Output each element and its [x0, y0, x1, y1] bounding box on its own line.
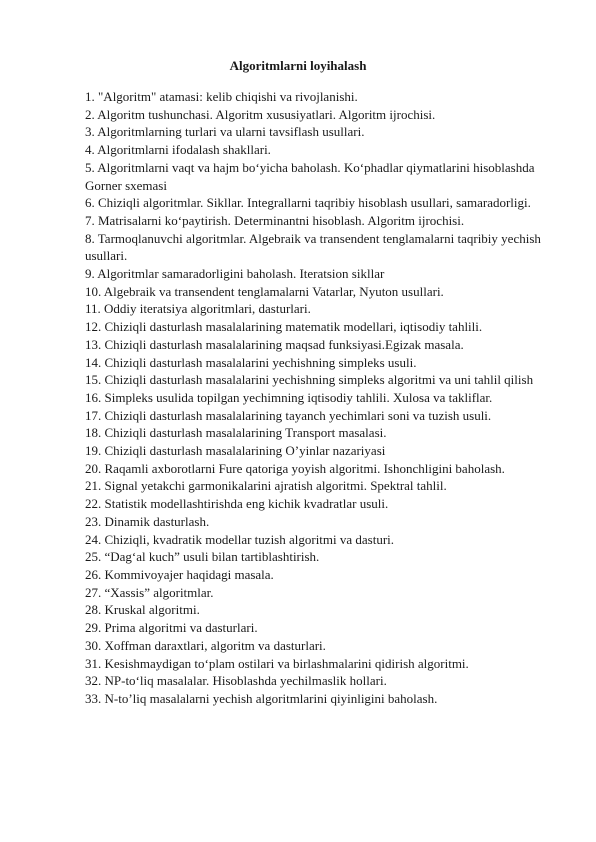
list-item: 8. Tarmoqlanuvchi algoritmlar. Algebraik va transendent tenglamalarni taqribiy yechish usullari.	[85, 230, 541, 264]
list-item: 28. Kruskal algoritmi.	[85, 602, 200, 618]
list-item: 15. Chiziqli dasturlash masalalarini yechishning simpleks algoritmi va uni tahlil qilish	[85, 372, 534, 388]
list-item: 13. Chiziqli dasturlash masalalarining maqsad funksiyasi.Egizak masala.	[85, 336, 464, 352]
list-item: 26. Kommivoyajer haqidagi masala.	[85, 566, 274, 582]
list-item: 21. Signal yetakchi garmonikalarini ajratish algoritmi. Spektral tahlil.	[85, 478, 447, 494]
document-title: Algoritmlarni loyihalash	[229, 58, 367, 73]
list-item: 6. Chiziqli algoritmlar. Sikllar. Integrallarni taqribiy hisoblash usullari, samaradorligi.	[85, 195, 531, 211]
topic-list	[85, 88, 547, 708]
list-item: 24. Chiziqli, kvadratik modellar tuzish algoritmi va dasturi.	[85, 531, 395, 547]
list-item: 33. N-to’liq masalalarni yechish algoritmlarini qiyinligini baholash.	[85, 690, 438, 706]
list-item: 19. Chiziqli dasturlash masalalarining O’yinlar nazariyasi	[85, 443, 386, 459]
list-item: 32. NP-to‘liq masalalar. Hisoblashda yechilmaslik hollari.	[85, 673, 387, 689]
list-item: 22. Statistik modellashtirishda eng kichik kvadratlar usuli.	[85, 496, 389, 512]
list-item: 9. Algoritmlar samaradorligini baholash. Iteratsion sikllar	[85, 266, 385, 282]
list-item: 4. Algoritmlarni ifodalash shakllari.	[85, 142, 271, 158]
list-item: 12. Chiziqli dasturlash masalalarining matematik modellari, iqtisodiy tahlili.	[85, 319, 483, 335]
list-item: 27. “Xassis” algoritmlar.	[85, 584, 214, 600]
list-item: 20. Raqamli axborotlarni Fure qatoriga yoyish algoritmi. Ishonchligini baholash.	[85, 460, 505, 476]
list-item: 29. Prima algoritmi va dasturlari.	[85, 620, 258, 636]
list-item: 18. Chiziqli dasturlash masalalarining Transport masalasi.	[85, 425, 387, 441]
list-item: 10. Algebraik va transendent tenglamalarni Vatarlar, Nyuton usullari.	[85, 283, 444, 299]
list-item: 1. "Algoritm" atamasi: kelib chiqishi va rivojlanishi.	[85, 89, 358, 104]
list-item: 11. Oddiy iteratsiya algoritmlari, dasturlari.	[85, 301, 311, 317]
list-item: 31. Kesishmaydigan to‘plam ostilari va birlashmalarini qidirish algoritmi.	[85, 655, 469, 671]
list-item: 16. Simpleks usulida topilgan yechimning iqtisodiy tahlili. Xulosa va takliflar.	[85, 389, 493, 405]
list-item: 14. Chiziqli dasturlash masalalarini yechishning simpleks usuli.	[85, 354, 417, 370]
list-item: 23. Dinamik dasturlash.	[85, 513, 210, 529]
list-item: 5. Algoritmlarni vaqt va hajm bo‘yicha baholash. Ko‘phadlar qiymatlarini hisoblashda Gorner sxemasi	[85, 159, 535, 193]
list-item: 17. Chiziqli dasturlash masalalarining tayanch yechimlari soni va tuzish usuli.	[85, 407, 492, 423]
list-item: 30. Xoffman daraxtlari, algoritm va dasturlari.	[85, 637, 326, 653]
list-item: 3. Algoritmlarning turlari va ularni tavsiflash usullari.	[85, 124, 365, 140]
list-item: 7. Matrisalarni ko‘paytirish. Determinantni hisoblash. Algoritm ijrochisi.	[85, 212, 465, 228]
list-item: 25. “Dag‘al kuch” usuli bilan tartiblashtirish.	[85, 549, 320, 565]
list-item: 2. Algoritm tushunchasi. Algoritm xususiyatlari. Algoritm ijrochisi.	[85, 106, 436, 122]
